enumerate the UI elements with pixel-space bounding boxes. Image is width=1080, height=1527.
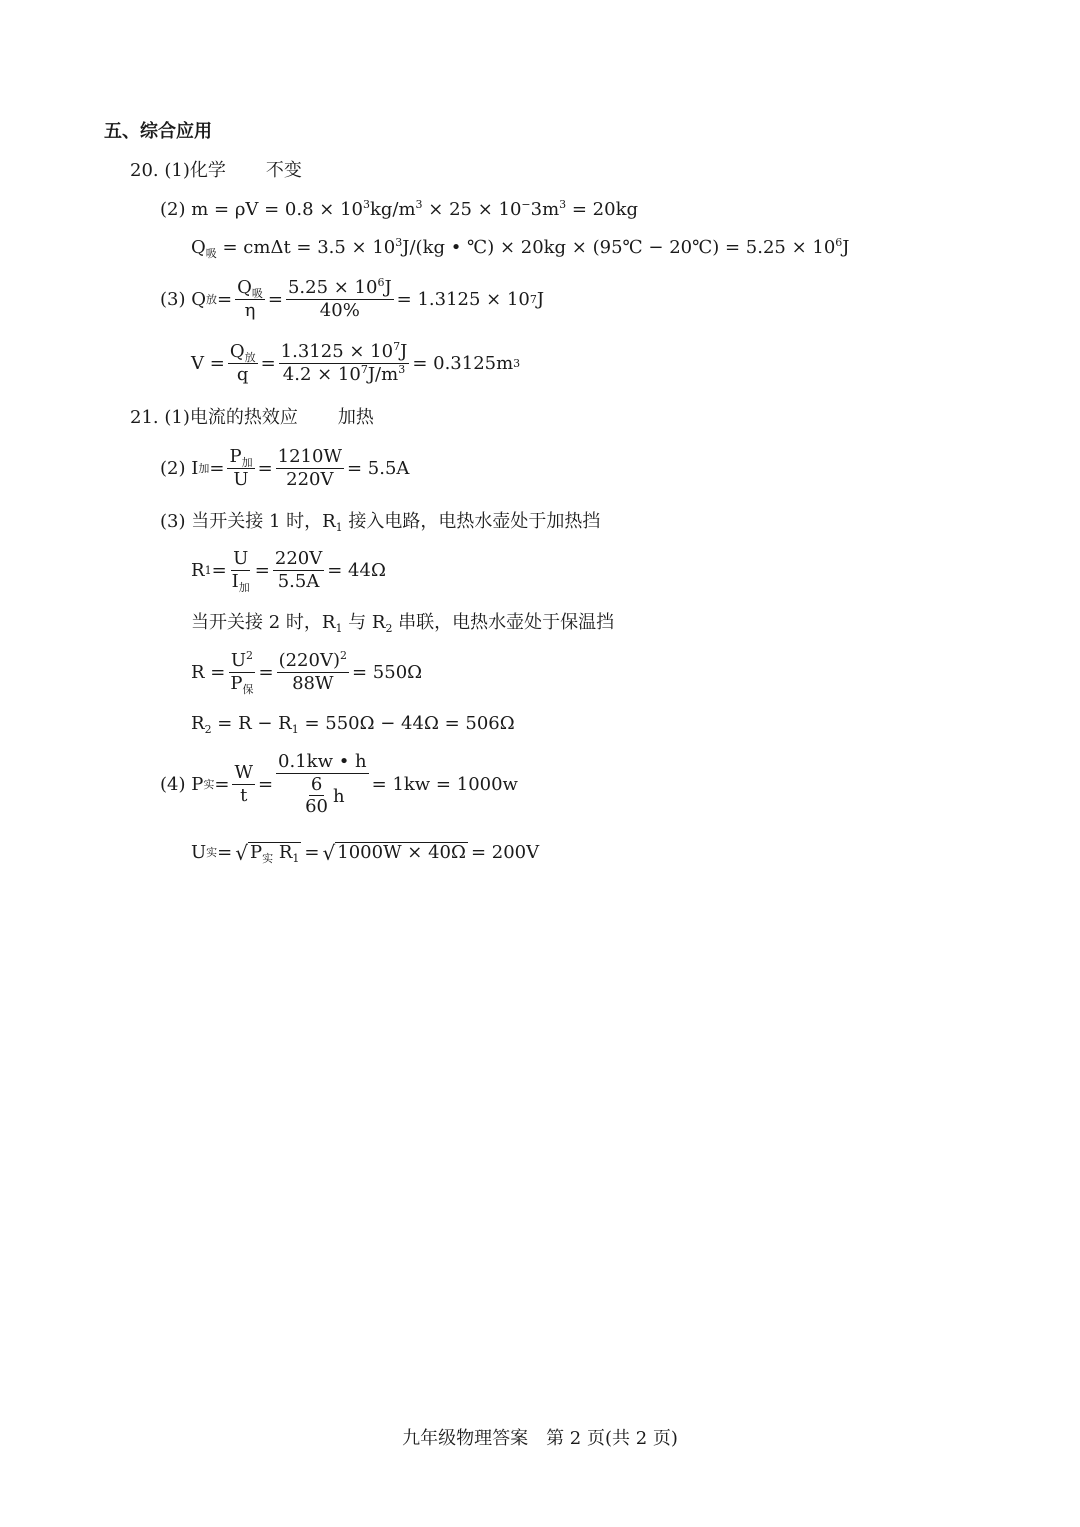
q21-r-equation: R = $\frac{U^2}{P_保}$ = $\frac{(220V)^2}{88W}$ = 550Ω xyxy=(191,649,423,696)
q20-part1-label: 20. (1) xyxy=(130,160,190,181)
q20-heat-released-equation: (3) Q 放 = $\frac{Q_吸}{\eta}$ = $\frac{5.25 \times 10^6J}{40\%}$ = 1.3125 × 10 7 J xyxy=(160,276,545,321)
q21-part1-answer-b: 加热 xyxy=(337,407,374,428)
q21-part1-label: 21. (1) xyxy=(130,407,190,428)
q21-part1-answer-a: 电流的热效应 xyxy=(189,407,298,428)
q21-r2-equation: $R_2 = R - R_1 = 550\Omega - 44\Omega = 506\Omega$ xyxy=(191,713,515,736)
q21-actual-power-equation: (4) P 实 = $\frac{W}{t}$ = 0.1kw • h $\frac{6}{60}$ h = 1kw = 1000w xyxy=(160,751,518,817)
q20-part1-answer-a: 化学 xyxy=(189,160,226,181)
q21-part3-text2: 当开关接 2 时，$R_1$ 与 $R_2$ 串联，电热水壶处于保温挡 xyxy=(191,612,615,635)
q20-volume-equation: V = $\frac{Q_放}{q}$ = $\frac{1.3125 \times 10^7J}{4.2 \times 10^7J/m^3}$ = 0.3125m 3 xyxy=(191,340,521,385)
q20-heat-absorbed-equation: $Q_吸 = cm\Delta t = 3.5 \times 10^3J/(kg$ • ℃) × 20kg × (95℃ − 20℃) = $5.25 \times 10^6J$ xyxy=(191,236,850,260)
q20-part1-answer-b: 不变 xyxy=(265,160,302,181)
q21-r1-equation: R 1 = $\frac{U}{I_加}$ = $\frac{220V}{5.5A}$ = 44Ω xyxy=(191,548,386,594)
page-footer: 九年级物理答案 第 2 页(共 2 页) xyxy=(402,1428,678,1449)
q21-part3-text1: (3) 当开关接 1 时，$R_1$ 接入电路，电热水壶处于加热挡 xyxy=(160,511,601,534)
q20-part1 xyxy=(130,160,302,182)
q20-part2-mass-equation: (2) $m = \rho V = 0.8 \times 10^3kg/m^3 \times 25 \times 10^-3m^3 = 20kg$ xyxy=(160,198,639,220)
section-title: 五、综合应用 xyxy=(104,121,212,142)
q21-actual-voltage-equation: U 实 = √ $P_实$ $R_1$ = √ 1000W × 40Ω = 200V xyxy=(191,841,540,865)
q21-part1 xyxy=(130,407,374,429)
q21-current-equation: (2) I 加 = $\frac{P_加}{U}$ = $\frac{1210W}{220V}$ = 5.5A xyxy=(160,446,410,490)
q21-part3-label: (3) xyxy=(160,511,186,532)
